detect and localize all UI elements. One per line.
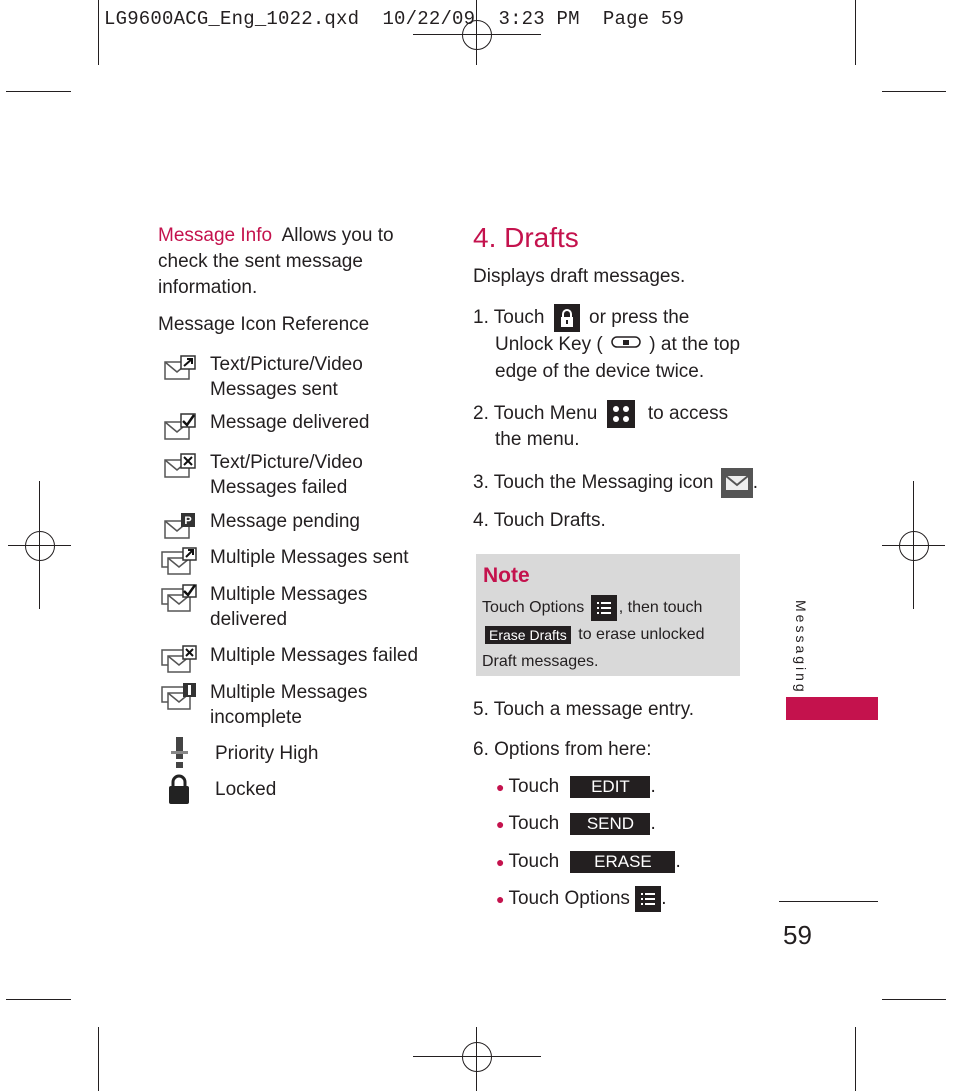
step-text: 2. Touch Menu <box>473 403 598 425</box>
step-text: . <box>600 510 606 531</box>
envelope-pending-icon <box>158 509 200 543</box>
icon-ref-row <box>158 772 276 806</box>
icon-ref-row <box>158 450 390 500</box>
priority-high-icon <box>158 736 200 770</box>
note-text: to erase unlocked <box>578 626 705 644</box>
svg-text:P: P <box>184 515 192 527</box>
step-6: 6. Options from here: <box>473 739 652 760</box>
options-icon <box>591 595 617 621</box>
step-text: ) at the top <box>649 334 741 355</box>
icon-label: Multiple Messages incomplete <box>210 682 368 728</box>
multiple-delivered-icon <box>158 582 200 616</box>
icon-label: Multiple Messages sent <box>210 547 409 568</box>
step-text: or press the <box>589 307 690 329</box>
multiple-sent-icon <box>158 545 200 579</box>
erase-button[interactable]: ERASE <box>570 851 675 873</box>
step-text: . <box>661 888 667 909</box>
step-text: 4. Touch <box>473 510 545 531</box>
icon-ref-row <box>158 509 360 543</box>
note-text: , then touch <box>618 599 703 617</box>
intro-text: Displays draft messages. <box>473 266 686 287</box>
step-text: Touch <box>508 813 560 834</box>
step-text: Touch <box>508 776 560 797</box>
icon-label: Text/Picture/Video Messages sent <box>210 354 363 400</box>
erase-drafts-button[interactable]: Erase Drafts <box>485 626 571 644</box>
icon-reference-heading: Message Icon Reference <box>158 314 370 335</box>
step-2-cont: the menu. <box>495 429 580 450</box>
envelope-failed-icon <box>158 450 200 484</box>
step-text: Touch <box>508 851 560 872</box>
note-box <box>476 554 740 676</box>
bullet: ● <box>496 779 505 795</box>
message-info-paragraph <box>158 223 408 301</box>
option-erase <box>496 848 681 876</box>
bullet: ● <box>496 891 505 907</box>
step-text: Touch Options <box>508 888 630 909</box>
unlock-key-icon <box>610 331 642 358</box>
step-text: . <box>752 472 759 494</box>
icon-ref-row <box>158 582 390 632</box>
option-send <box>496 810 656 838</box>
icon-ref-row <box>158 736 318 770</box>
page-rule <box>779 901 878 902</box>
section-heading: 4. Drafts <box>473 222 579 253</box>
icon-label: Message delivered <box>210 412 370 433</box>
icon-ref-row <box>158 643 418 677</box>
icon-label: Multiple Messages failed <box>210 645 419 666</box>
lock-key-icon <box>554 304 580 332</box>
icon-label: Multiple Messages delivered <box>210 584 368 630</box>
print-slug: LG9600ACG_Eng_1022.qxd 10/22/09 3:23 PM Page 59 <box>104 8 685 30</box>
note-title: Note <box>483 564 530 587</box>
message-info-term: Message Info <box>158 225 273 246</box>
messaging-icon <box>721 468 753 498</box>
note-line-3: Draft messages. <box>482 653 599 670</box>
step-1-cont <box>495 331 740 358</box>
step-text: Unlock Key ( <box>495 334 603 355</box>
send-button[interactable]: SEND <box>570 813 650 835</box>
icon-label: Text/Picture/Video Messages failed <box>210 452 363 498</box>
page-number: 59 <box>783 920 812 950</box>
icon-label: Priority High <box>215 743 319 764</box>
icon-ref-row <box>158 352 390 402</box>
icon-ref-row <box>158 410 369 444</box>
step-text: . <box>650 813 656 834</box>
edit-button[interactable]: EDIT <box>570 776 650 798</box>
drafts-term: Drafts <box>549 510 601 531</box>
step-text: . <box>650 776 656 797</box>
step-text: . <box>675 851 681 872</box>
option-edit <box>496 773 656 801</box>
bullet: ● <box>496 854 505 870</box>
note-line-1 <box>482 595 702 621</box>
icon-ref-row <box>158 545 409 579</box>
step-1 <box>473 304 689 332</box>
step-text: 3. Touch the Messaging icon <box>473 472 714 494</box>
option-options <box>496 885 667 913</box>
icon-label: Message pending <box>210 511 360 532</box>
note-line-2 <box>485 626 705 644</box>
step-2 <box>473 400 728 428</box>
options-icon[interactable] <box>635 886 661 912</box>
menu-icon <box>607 400 635 428</box>
note-text: Touch Options <box>482 599 585 617</box>
step-3 <box>473 468 758 498</box>
locked-icon <box>158 772 200 806</box>
icon-ref-row <box>158 680 390 730</box>
icon-label: Locked <box>215 779 277 800</box>
step-text: to access <box>647 403 729 425</box>
step-5: 5. Touch a message entry. <box>473 699 695 720</box>
multiple-failed-icon <box>158 643 200 677</box>
side-tab-label: Messaging <box>793 600 809 695</box>
message-info-desc: Allows you to check the sent message information. <box>158 225 394 298</box>
envelope-sent-icon <box>158 352 200 386</box>
step-text: 1. Touch <box>473 307 545 329</box>
step-1-cont2: edge of the device twice. <box>495 361 705 382</box>
bullet: ● <box>496 816 505 832</box>
envelope-delivered-icon <box>158 410 200 444</box>
multiple-incomplete-icon <box>158 680 200 714</box>
side-tab-bar <box>786 697 878 720</box>
step-4 <box>473 507 606 534</box>
